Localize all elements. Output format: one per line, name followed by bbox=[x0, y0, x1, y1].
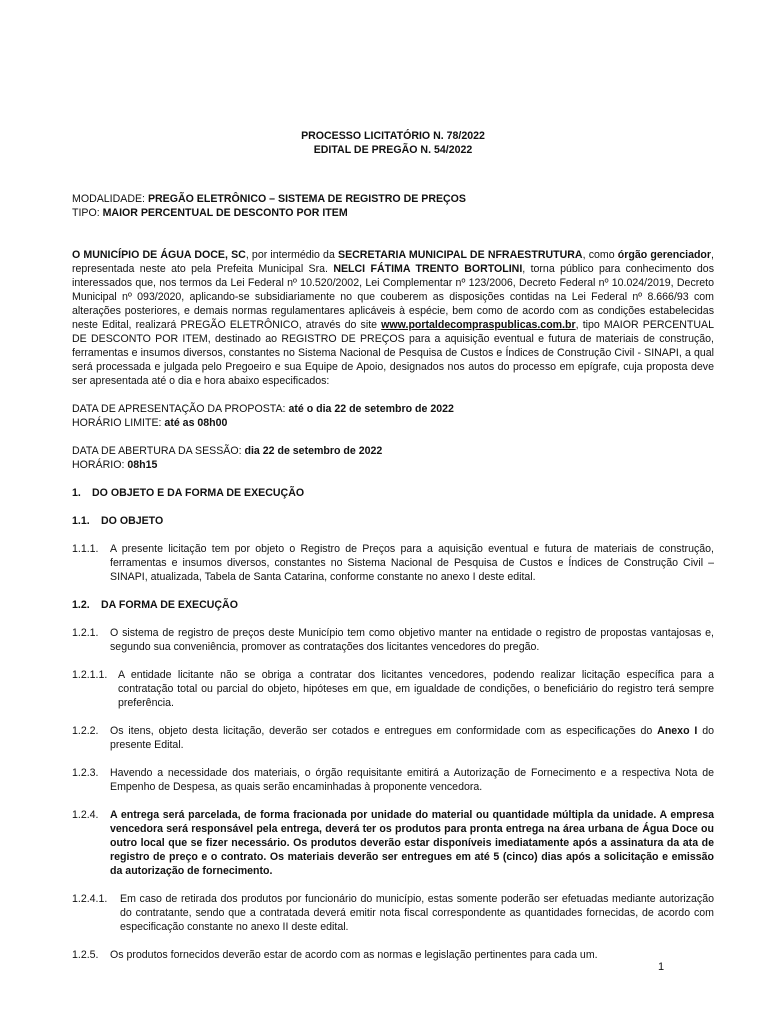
section-1-1-heading: 1.1. DO OBJETO bbox=[72, 515, 164, 527]
clause-1-2-1: 1.2.1. O sistema de registro de preços deste Município tem como objetivo manter na entidade o registro de propostas vantajosas e, segundo sua conveniência, promover as contratações dos licitantes vencedores do pregão. bbox=[72, 627, 714, 653]
clause-1-2-1-1: 1.2.1.1. A entidade licitante não se obriga a contratar dos licitantes vencedores, podendo realizar licitação específica para a contratação total ou parcial do objeto, hipóteses em que, em igualdade de condições, o beneficiário do registro terá sempre preferência. bbox=[72, 669, 714, 709]
document-page bbox=[72, 129, 714, 962]
modalidade-value: PREGÃO ELETRÔNICO – SISTEMA DE REGISTRO DE PREÇOS bbox=[147, 193, 466, 205]
clause-1-2-2: 1.2.2. Os itens, objeto desta licitação, deverão ser cotados e entregues em conformidade com as especificações do Anexo I do presente Edital. bbox=[72, 725, 715, 751]
data-abertura: DATA DE ABERTURA DA SESSÃO: dia 22 de setembro de 2022 bbox=[72, 445, 383, 457]
clause-1-2-4: 1.2.4. A entrega será parcelada, de forma fracionada por unidade do material ou quantidade múltipla da unidade. A empresa vencedora será responsável pela entrega, deverá ter os produtos para pronta entrega na área urbana de Água Doce ou outro local que se fizer necessário. Os produtos deverão estar disponíveis imediatamente após a assinatura da ata de registro de preço e o contrato. Os materiais deverão ser entregues em até 5 (cinco) dias após a solicitação e emissão da autorização de fornecimento. bbox=[72, 809, 714, 877]
tipo-line: TIPO: MAIOR PERCENTUAL DE DESCONTO POR ITEM bbox=[72, 207, 348, 219]
intro-paragraph: O MUNICÍPIO DE ÁGUA DOCE, SC, por intermédio da SECRETARIA MUNICIPAL DE NFRAESTRUTURA, como órgão gerenciador, representada neste ato pela Prefeita Municipal Sra. NELCI FÁTIMA TRENTO BORTOLINI, torna público para conhecimento dos interessados que, nos termos da Lei Federal nº 10.520/2002, Lei Complementar nº 123/2006, Decreto Federal nº 10.024/2019, Decreto Municipal nº 093/2020, aplicando-se subsidiariamente no que couberem as disposições contidas na Lei Federal nº 8.666/93 com alterações posteriores, e demais normas regulamentares aplicáveis à espécie, bem como de acordo com as condições estabelecidas neste Edital, realizará PREGÃO ELETRÔNICO, através do site www.portaldecompraspublicas.com.br, tipo MAIOR PERCENTUAL DE DESCONTO POR ITEM, destinado ao REGISTRO DE PREÇOS para a aquisição eventual e futura de materiais de construção, ferramentas e insumos diversos, constantes no Sistema Nacional de Pesquisa de Custos e Índices de Construção Civil - SINAPI, a qual será processada e julgada pelo Pregoeiro e sua Equipe de Apoio, designados nos autos do processo em epígrafe, cuja proposta deve ser apresentada até o dia e hora abaixo especificados: bbox=[72, 249, 715, 387]
section-1-2-heading: 1.2. DA FORMA DE EXECUÇÃO bbox=[72, 599, 238, 611]
clause-1-2-5: 1.2.5. Os produtos fornecidos deverão estar de acordo com as normas e legislação pertinentes para cada um. bbox=[72, 949, 598, 961]
edital-title: EDITAL DE PREGÃO N. 54/2022 bbox=[313, 144, 473, 156]
processo-title: PROCESSO LICITATÓRIO N. 78/2022 bbox=[301, 130, 485, 142]
data-apresentacao: DATA DE APRESENTAÇÃO DA PROPOSTA: até o dia 22 de setembro de 2022 bbox=[72, 403, 454, 415]
page-number: 1 bbox=[658, 961, 665, 973]
clause-1-2-3: 1.2.3. Havendo a necessidade dos materiais, o órgão requisitante emitirá a Autorização de Fornecimento e a respectiva Nota de Empenho de Despesa, as quais serão encaminhadas à proponente vencedora. bbox=[72, 767, 714, 793]
horario-limite: HORÁRIO LIMITE: até as 08h00 bbox=[72, 417, 228, 429]
tipo-value: MAIOR PERCENTUAL DE DESCONTO POR ITEM bbox=[102, 207, 348, 219]
clause-1-1-1: 1.1.1. A presente licitação tem por objeto o Registro de Preços para a aquisição eventual e futura de materiais de construção, ferramentas e insumos diversos, constantes no Sistema Nacional de Pesquisa de Custos e Índices de Construção Civil – SINAPI, atualizada, Tabela de Santa Catarina, conforme constante no anexo I deste edital. bbox=[72, 543, 714, 583]
portal-link[interactable]: www.portaldecompraspublicas.com.br bbox=[381, 319, 576, 331]
clause-1-2-4-1: 1.2.4.1. Em caso de retirada dos produtos por funcionário do município, estas somente poderão ser efetuadas mediante autorização do contratante, sendo que a contratada deverá emitir nota fiscal correspondente as quantidades fornecidas, de acordo com especificação constante no anexo II deste edital. bbox=[72, 893, 714, 933]
section-1-heading: 1. DO OBJETO E DA FORMA DE EXECUÇÃO bbox=[72, 487, 305, 499]
horario-sessao: HORÁRIO: 08h15 bbox=[72, 459, 158, 471]
modalidade-line: MODALIDADE: PREGÃO ELETRÔNICO – SISTEMA DE REGISTRO DE PREÇOS bbox=[72, 193, 466, 205]
